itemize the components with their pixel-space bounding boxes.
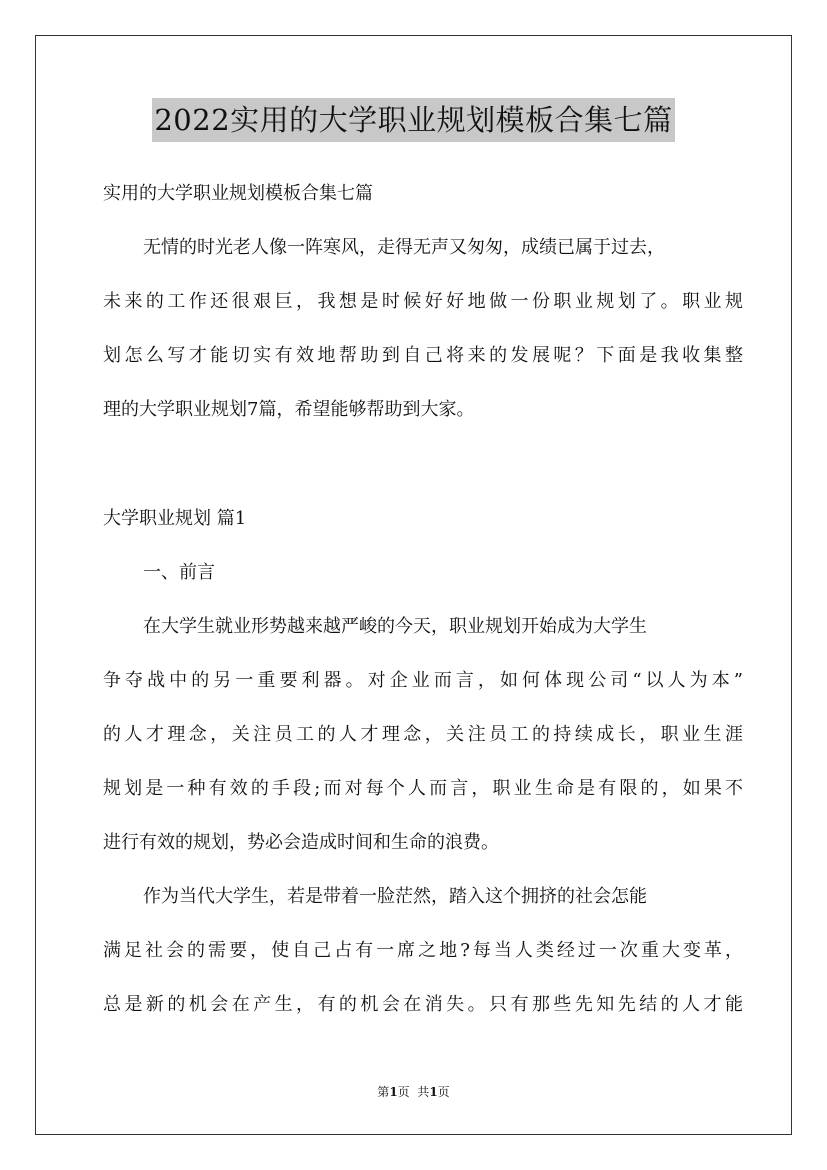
intro-line-1: 无情的时光老人像一阵寒风，走得无声又匆匆，成绩已属于过去， xyxy=(143,237,665,258)
intro-line-2: 未来的工作还很艰巨，我想是时候好好地做一份职业规划了。职业规 xyxy=(103,291,743,312)
para2-line-3: 总是新的机会在产生，有的机会在消失。只有那些先知先结的人才能 xyxy=(103,994,743,1015)
document-subtitle: 实用的大学职业规划模板合集七篇 xyxy=(103,183,373,204)
intro-line-4: 理的大学职业规划7篇，希望能够帮助到大家。 xyxy=(103,399,475,420)
para2-line-2: 满足社会的需要，使自己占有一席之地?每当人类经过一次重大变革， xyxy=(103,940,743,961)
title-wrap xyxy=(0,98,827,142)
footer-page-mid: 页 共 xyxy=(397,1085,430,1099)
para2-line-1: 作为当代大学生，若是带着一脸茫然，踏入这个拥挤的社会怎能 xyxy=(143,886,647,907)
section-heading: 大学职业规划 篇1 xyxy=(103,508,247,529)
para1-line-3: 的人才理念，关注员工的人才理念，关注员工的持续成长，职业生涯 xyxy=(103,724,743,745)
footer-page-total: 1 xyxy=(429,1085,438,1099)
footer-page-suffix: 页 xyxy=(437,1085,450,1099)
document-title: 2022实用的大学职业规划模板合集七篇 xyxy=(152,98,674,142)
intro-line-3: 划怎么写才能切实有效地帮助到自己将来的发展呢？下面是我收集整 xyxy=(103,345,743,366)
subsection-heading: 一、前言 xyxy=(143,562,215,583)
footer-page-current: 1 xyxy=(389,1085,398,1099)
para1-line-1: 在大学生就业形势越来越严峻的今天，职业规划开始成为大学生 xyxy=(143,616,647,637)
page-footer xyxy=(0,1082,827,1102)
para1-line-4: 规划是一种有效的手段;而对每个人而言，职业生命是有限的，如果不 xyxy=(103,778,743,799)
para1-line-5: 进行有效的规划，势必会造成时间和生命的浪费。 xyxy=(103,832,499,853)
footer-page-prefix: 第 xyxy=(377,1085,390,1099)
para1-line-2: 争夺战中的另一重要利器。对企业而言，如何体现公司“以人为本” xyxy=(103,670,743,691)
